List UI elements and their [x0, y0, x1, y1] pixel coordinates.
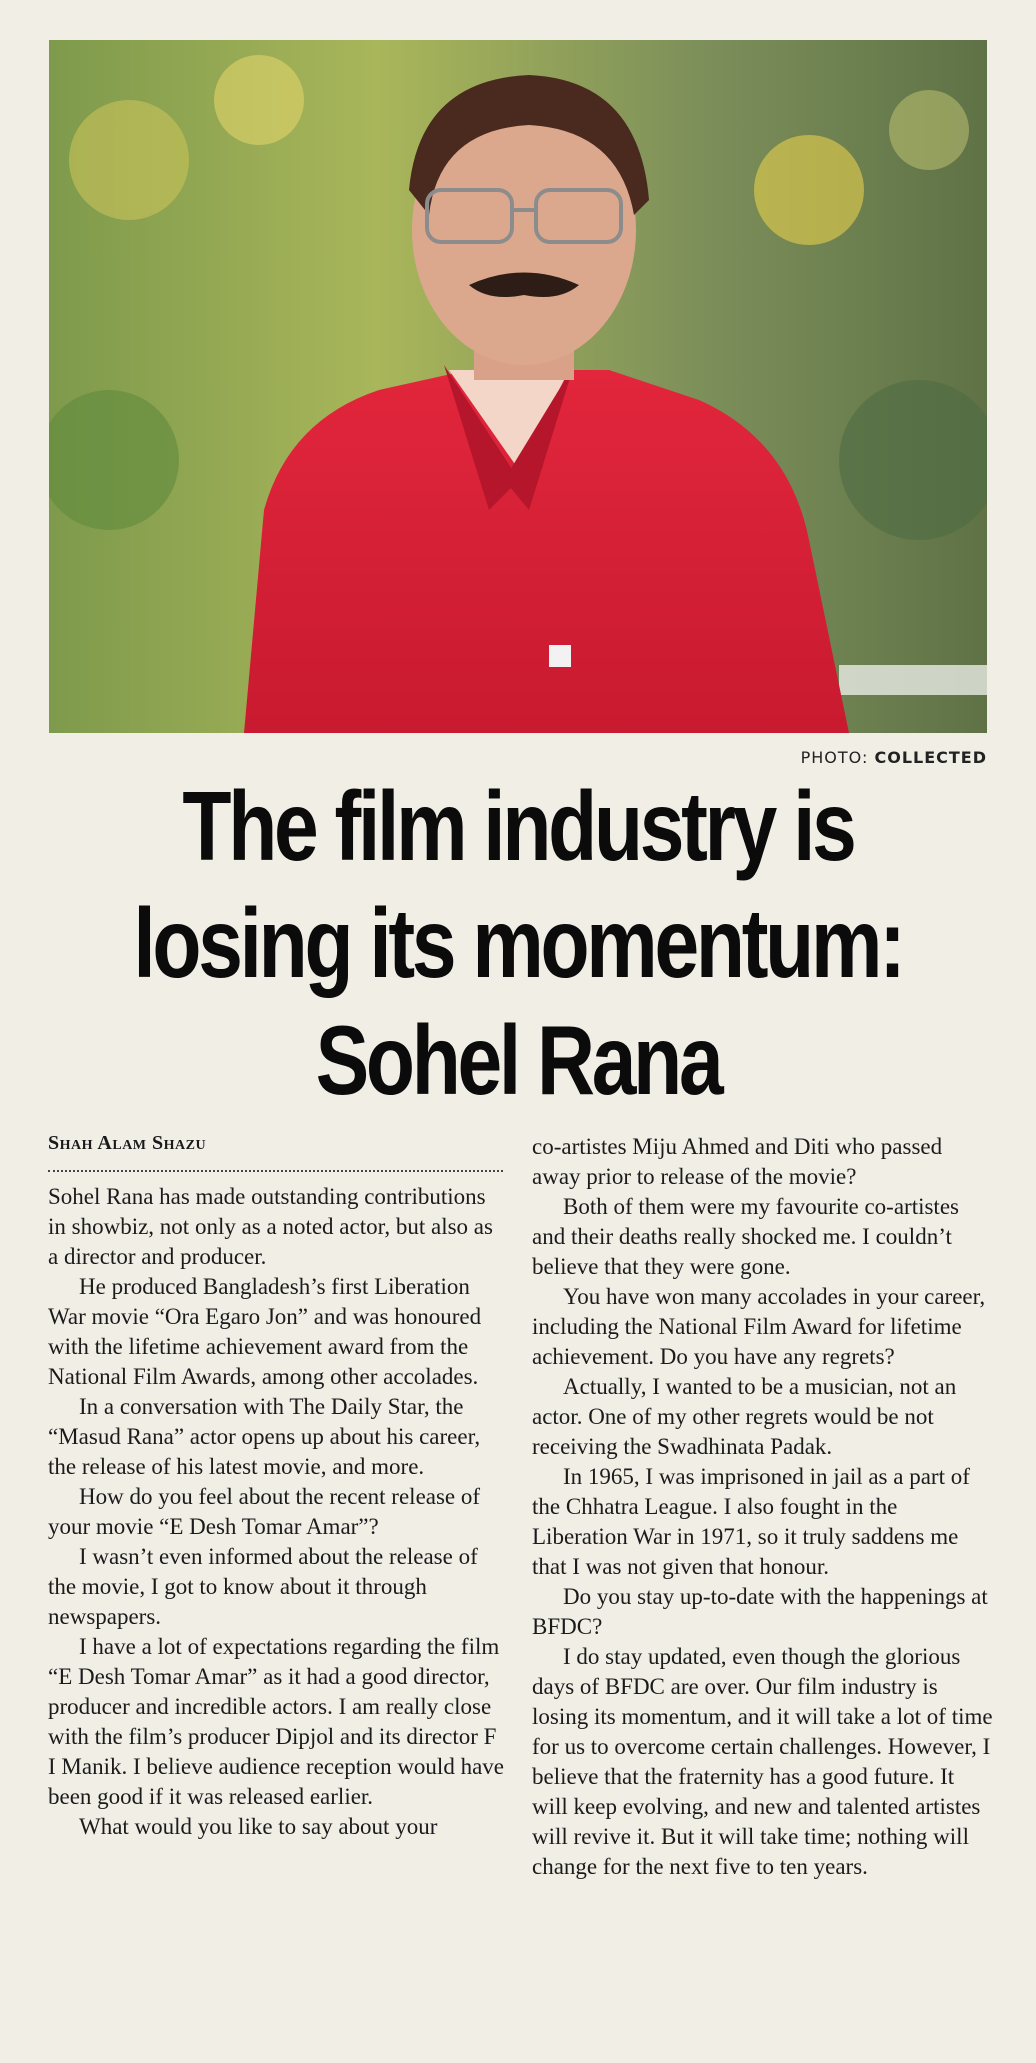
byline: Shah Alam Shazu	[48, 1132, 207, 1154]
headline	[126, 768, 910, 1119]
portrait-photo	[49, 40, 987, 733]
photo-credit-value: COLLECTED	[874, 748, 987, 767]
photo-credit	[801, 748, 987, 767]
question: Do you stay up-to-date with the happenings at BFDC?	[532, 1584, 988, 1639]
headline-line-3: Sohel Rana	[315, 1005, 721, 1115]
article-column-right	[532, 1132, 994, 1882]
headline-line-2: losing its momentum:	[133, 888, 903, 998]
answer: I do stay updated, even though the glorious days of BFDC are over. Our film industry is losing its momentum, and it will take a lot of time for us to overcome certain challenges. However, I believe that the fraternity has a good future. It will keep evolving, and new and talented artistes will revive it. But it will take time; nothing will change for the next five to ten years.	[532, 1644, 993, 1879]
question: co-artistes Miju Ahmed and Diti who passed away prior to release of the movie?	[532, 1134, 943, 1189]
answer: Actually, I wanted to be a musician, not an actor. One of my other regrets would be not receiving the Swadhinata Padak.	[532, 1374, 957, 1459]
question: How do you feel about the recent release of your movie “E Desh Tomar Amar”?	[48, 1484, 481, 1539]
article-column-left	[48, 1182, 508, 1842]
question: You have won many accolades in your career, including the National Film Award for lifetime achievement. Do you have any regrets?	[532, 1284, 986, 1369]
answer: I have a lot of expectations regarding the film “E Desh Tomar Amar” as it had a good director, producer and incredible actors. I am really close with the film’s producer Dipjol and its director F I Manik. I believe audience reception would have been good if it was released earlier.	[48, 1634, 504, 1809]
paragraph: In a conversation with The Daily Star, the “Masud Rana” actor opens up about his career, the release of his latest movie, and more.	[48, 1394, 481, 1479]
answer: Both of them were my favourite co-artistes and their deaths really shocked me. I couldn’t believe that they were gone.	[532, 1194, 959, 1279]
question: What would you like to say about your	[79, 1814, 438, 1839]
answer: In 1965, I was imprisoned in jail as a part of the Chhatra League. I also fought in the Liberation War in 1971, so it truly saddens me that I was not given that honour.	[532, 1464, 970, 1579]
byline-divider	[48, 1170, 503, 1172]
answer: I wasn’t even informed about the release of the movie, I got to know about it through newspapers.	[48, 1544, 478, 1629]
paragraph: He produced Bangladesh’s first Liberation War movie “Ora Egaro Jon” and was honoured with the lifetime achievement award from the National Film Awards, among other accolades.	[48, 1274, 482, 1389]
headline-line-1: The film industry is	[182, 771, 854, 881]
photo-credit-label: PHOTO:	[800, 748, 869, 767]
paragraph: Sohel Rana has made outstanding contributions in showbiz, not only as a noted actor, but also as a director and producer.	[48, 1184, 493, 1269]
